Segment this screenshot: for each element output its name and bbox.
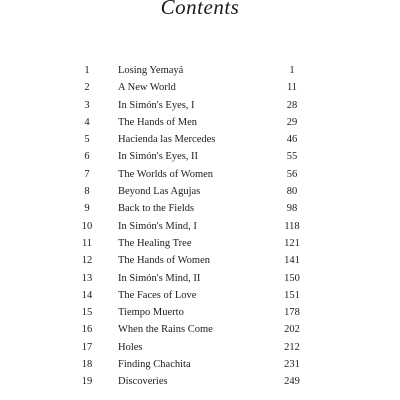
- chapter-page-number: 1: [289, 65, 295, 76]
- toc-row: [0, 321, 400, 338]
- toc-row: [0, 235, 400, 252]
- chapter-title: The Faces of Love: [118, 289, 197, 301]
- chapter-number: 14: [81, 289, 93, 301]
- toc-row: [0, 200, 400, 217]
- chapter-number: 1: [84, 65, 90, 76]
- chapter-number: 13: [81, 272, 93, 284]
- chapter-title: Beyond Las Agujas: [118, 186, 201, 198]
- toc-row: [0, 339, 400, 356]
- chapter-number: 10: [81, 220, 93, 232]
- chapter-title: Losing Yemayá: [118, 65, 184, 76]
- chapter-title: Hacienda las Mercedes: [118, 134, 216, 146]
- page-title: Contents: [160, 0, 240, 19]
- chapter-title: Tiempo Muerto: [118, 307, 184, 319]
- chapter-page-number: 29: [286, 116, 298, 128]
- chapter-page-number: 55: [286, 151, 298, 163]
- chapter-number: 9: [84, 203, 90, 215]
- chapter-page-number: 98: [286, 203, 298, 215]
- chapter-page-number: 121: [284, 237, 300, 249]
- chapter-number: 5: [84, 134, 90, 146]
- toc-row: [0, 79, 400, 96]
- chapter-title: The Healing Tree: [118, 237, 192, 249]
- chapter-title: Back to the Fields: [118, 203, 195, 215]
- toc-list: [0, 62, 400, 391]
- chapter-number: 18: [81, 359, 93, 371]
- chapter-number: 4: [84, 116, 90, 128]
- toc-row: [0, 114, 400, 131]
- toc-row: [0, 166, 400, 183]
- chapter-title: Holes: [118, 341, 143, 353]
- chapter-page-number: 80: [286, 186, 298, 198]
- chapter-title: In Simón's Mind, II: [118, 272, 201, 284]
- chapter-title: Finding Chachita: [118, 359, 191, 371]
- toc-row: [0, 97, 400, 114]
- chapter-title: The Hands of Women: [118, 255, 210, 267]
- chapter-number: 3: [84, 99, 90, 111]
- toc-row: [0, 287, 400, 304]
- chapter-number: 19: [81, 376, 93, 388]
- chapter-page-number: 56: [286, 168, 298, 180]
- chapter-number: 8: [84, 186, 90, 198]
- chapter-title: In Simón's Mind, I: [118, 220, 197, 232]
- chapter-page-number: 202: [284, 324, 300, 336]
- chapter-number: 17: [81, 341, 93, 353]
- toc-row: [0, 62, 400, 79]
- toc-row: [0, 373, 400, 390]
- chapter-number: 6: [84, 151, 90, 163]
- toc-row: [0, 304, 400, 321]
- chapter-title: Discoveries: [118, 376, 168, 388]
- chapter-page-number: 46: [286, 134, 298, 146]
- chapter-page-number: 249: [284, 376, 300, 388]
- chapter-page-number: 212: [284, 341, 300, 353]
- chapter-title: The Worlds of Women: [118, 168, 214, 180]
- chapter-page-number: 28: [286, 99, 298, 111]
- toc-row: [0, 252, 400, 269]
- toc-row: [0, 183, 400, 200]
- chapter-number: 16: [81, 324, 93, 336]
- chapter-page-number: 118: [284, 220, 300, 232]
- toc-row: [0, 148, 400, 165]
- chapter-number: 12: [81, 255, 93, 267]
- chapter-page-number: 150: [284, 272, 300, 284]
- chapter-title: In Simón's Eyes, I: [118, 99, 195, 111]
- chapter-number: 15: [81, 307, 93, 319]
- chapter-title: In Simón's Eyes, II: [118, 151, 199, 163]
- toc-row: [0, 356, 400, 373]
- toc-row: [0, 218, 400, 235]
- chapter-title: When the Rains Come: [118, 324, 213, 336]
- toc-row: [0, 131, 400, 148]
- chapter-number: 7: [84, 168, 90, 180]
- chapter-title: The Hands of Men: [118, 116, 198, 128]
- chapter-page-number: 231: [284, 359, 300, 371]
- chapter-page-number: 11: [286, 82, 298, 94]
- chapter-number: 11: [81, 237, 93, 249]
- toc-row: [0, 270, 400, 287]
- chapter-page-number: 151: [284, 289, 300, 301]
- chapter-page-number: 141: [284, 255, 300, 267]
- chapter-page-number: 178: [284, 307, 300, 319]
- chapter-number: 2: [84, 82, 90, 94]
- chapter-title: A New World: [118, 82, 176, 94]
